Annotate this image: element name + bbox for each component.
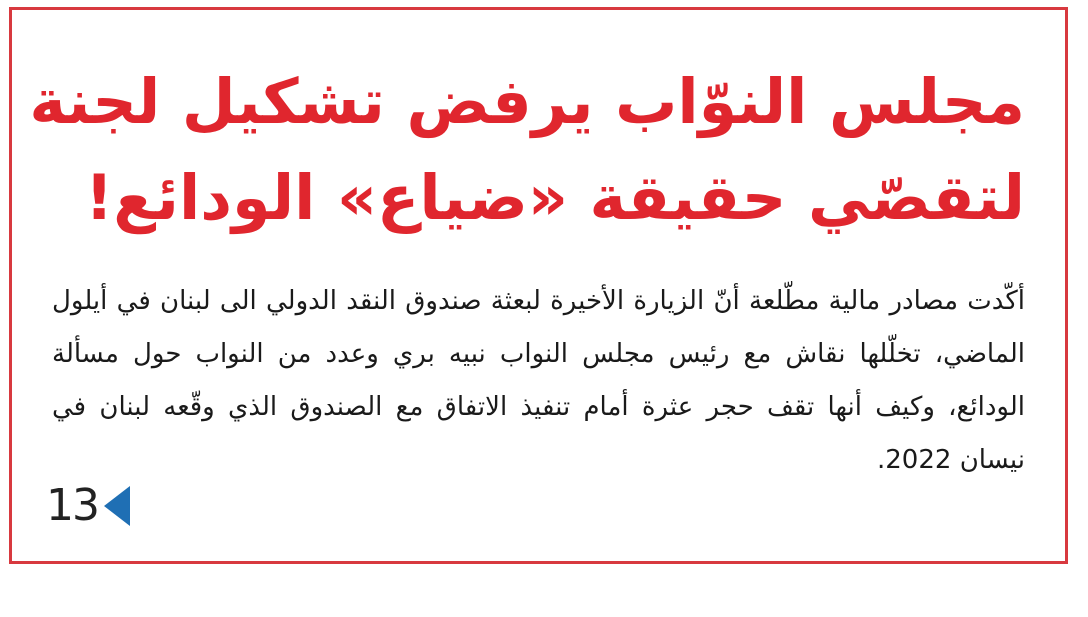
headline-line-1: مجلس النوّاب يرفض تشكيل لجنة: [29, 65, 1025, 138]
page-marker: [46, 482, 130, 530]
article-headline: [29, 54, 1025, 246]
article-frame: [9, 7, 1068, 564]
left-triangle-icon: [104, 486, 130, 526]
headline-line-2: لتقصّي حقيقة «ضياع» الودائع!: [85, 161, 1025, 234]
page-number: 13: [46, 480, 98, 531]
article-body: أكّدت مصادر مالية مطّلعة أنّ الزيارة الأخيرة لبعثة صندوق النقد الدولي الى لبنان في أيلول الماضي، تخلّلها نقاش مع رئيس مجلس النواب نبيه بري وعدد من النواب حول مسألة الودائع، وكيف أنها تقف حجر عثرة أمام تنفيذ الاتفاق مع الصندوق الذي وقّعه لبنان في نيسان 2022.: [52, 286, 1025, 475]
